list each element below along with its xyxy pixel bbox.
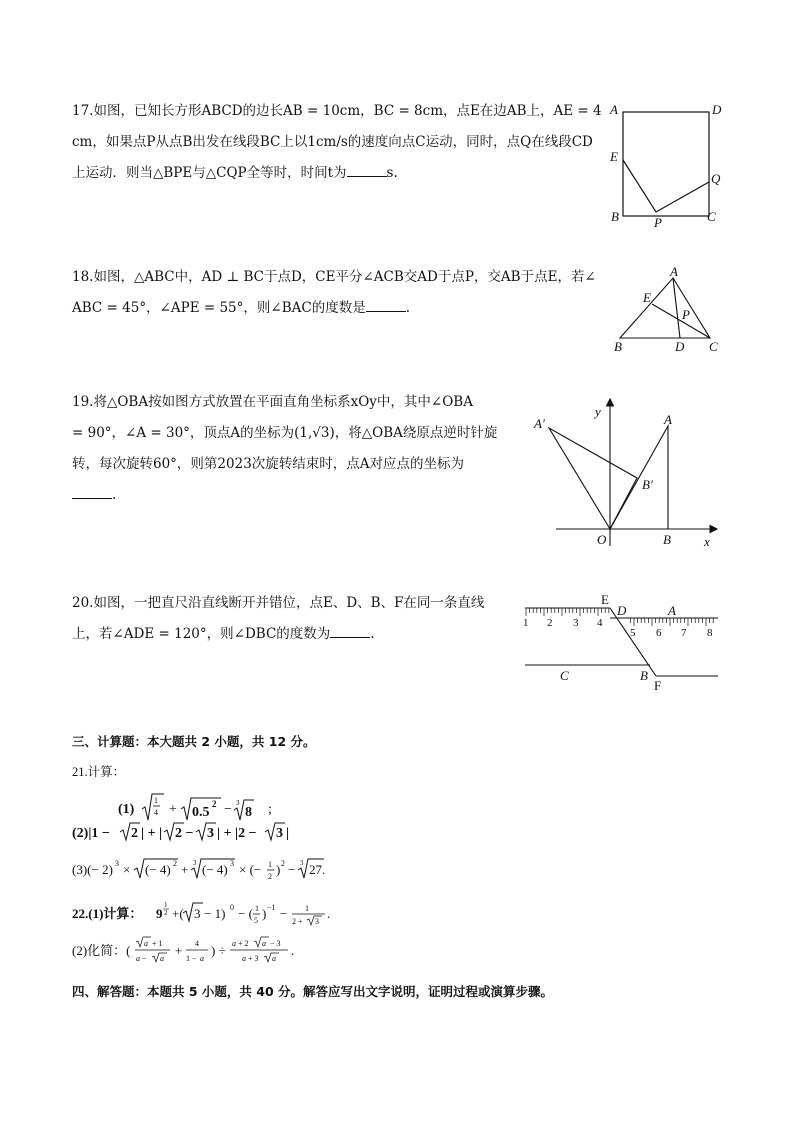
svg-text:a: a <box>232 939 236 948</box>
svg-text:3: 3 <box>193 859 197 867</box>
label-b: B <box>614 339 622 354</box>
svg-text:+: + <box>169 802 177 817</box>
label-a: A <box>670 264 678 279</box>
triangle-abc <box>620 278 710 338</box>
q21-title: 21.计算： <box>72 765 126 779</box>
label-a-prime: A′ <box>534 416 545 431</box>
q21-part2-formula <box>72 820 312 844</box>
svg-text:a: a <box>136 954 140 963</box>
q22-part2 <box>72 934 392 972</box>
svg-text:2: 2 <box>173 859 177 868</box>
svg-text:0.5: 0.5 <box>192 805 210 820</box>
q18-triangle-figure <box>606 264 726 358</box>
label-p: P <box>654 215 662 230</box>
section-4-heading: 四、解答题：本题共 5 小题，共 40 分。解答应写出文字说明，证明过程或演算步骤。 <box>72 984 554 999</box>
svg-text:a: a <box>144 939 148 948</box>
q19-line2: = 90°，∠A = 30°，顶点A的坐标为(1,√3)，将△OBA绕原点逆时针旋 <box>72 425 498 441</box>
label-x: x <box>704 534 710 549</box>
svg-text:1 −: 1 − <box>186 954 197 963</box>
label-c: C <box>707 209 716 224</box>
q21-part2 <box>72 820 312 849</box>
answer-blank <box>330 624 370 638</box>
q19-coordinate-figure <box>526 396 724 552</box>
svg-text:(2)化简：(: (2)化简：( <box>72 943 131 958</box>
label-b: B <box>663 532 671 547</box>
svg-text:1: 1 <box>268 860 272 869</box>
q20-ruler-figure <box>520 590 724 694</box>
svg-text:a: a <box>200 954 204 963</box>
svg-text:−: − <box>142 954 147 963</box>
q22-part1 <box>72 898 372 932</box>
question-17 <box>72 96 602 189</box>
q18-line2 <box>72 293 596 324</box>
q21-part3 <box>72 854 392 888</box>
svg-text:): ) <box>262 906 267 921</box>
label-c: C <box>560 668 569 683</box>
q19-line4-end: . <box>112 487 117 503</box>
q18-line2-text: ABC = 45°，∠APE = 55°，则∠BAC的度数是 <box>72 300 366 316</box>
svg-text:.: . <box>327 906 331 921</box>
q19-line1: 19.将△OBA按如图方式放置在平面直角坐标系xOy中，其中∠OBA <box>72 394 473 410</box>
svg-text:(3)(− 2): (3)(− 2) <box>72 862 113 877</box>
label-b-prime: B′ <box>642 477 653 492</box>
label-a: A <box>668 603 676 618</box>
q20-line2-end: . <box>370 626 375 642</box>
q22-part1-formula <box>72 898 372 928</box>
svg-text:3: 3 <box>300 859 304 867</box>
svg-text:2: 2 <box>268 872 272 881</box>
svg-text:2: 2 <box>281 859 285 868</box>
question-20 <box>72 588 484 650</box>
svg-text:|: | <box>286 826 290 841</box>
svg-text:.: . <box>291 943 295 958</box>
svg-text:3: 3 <box>230 859 234 868</box>
svg-text:3: 3 <box>315 917 319 926</box>
svg-text:8: 8 <box>245 805 252 820</box>
answer-blank <box>366 298 406 312</box>
svg-text:4: 4 <box>154 808 158 817</box>
svg-text:3: 3 <box>115 859 119 868</box>
svg-text:2: 2 <box>212 799 217 809</box>
label-q: Q <box>711 171 721 186</box>
svg-text:1: 1 <box>305 904 309 913</box>
segments-ep-pq <box>623 160 709 212</box>
q17-line1: 17.如图，已知长方形ABCD的边长AB = 10cm，BC = 8cm，点E在边AB上，AE = 4 <box>72 103 602 119</box>
svg-text:−1: −1 <box>267 903 276 912</box>
svg-text:| + |: | + | <box>141 826 163 841</box>
answer-blank <box>72 485 112 499</box>
q18-line2-end: . <box>405 300 411 316</box>
svg-text:1: 1 <box>255 904 259 913</box>
triangle-ob-prime-a-prime <box>549 428 637 529</box>
q20-line1: 20.如图，一把直尺沿直线断开并错位，点E、D、B、F在同一条直线 <box>72 595 485 611</box>
label-y: y <box>595 404 601 419</box>
label-d: D <box>617 603 627 618</box>
svg-text:− 1): − 1) <box>204 906 226 921</box>
svg-text:9: 9 <box>156 906 163 921</box>
svg-text:(− 4): (− 4) <box>202 862 228 877</box>
svg-text:a: a <box>262 939 266 948</box>
q17-line3-text: 上运动．则当△BPE与△CQP全等时，时间t为 <box>72 165 347 181</box>
label-d: D <box>675 339 685 354</box>
label-f: F <box>654 678 662 693</box>
label-a: A <box>664 412 672 427</box>
q21-part3-formula <box>72 854 392 884</box>
label-o: O <box>597 532 607 547</box>
label-c: C <box>709 339 718 354</box>
svg-text:4: 4 <box>195 939 199 948</box>
label-p: P <box>682 307 690 322</box>
q20-line2-text: 上，若∠ADE = 120°，则∠DBC的度数为 <box>72 626 331 642</box>
svg-text:+: + <box>181 862 189 877</box>
rectangle-abcd <box>623 112 709 216</box>
q17-line2: cm，如果点P从点B出发在线段BC上以1cm/s的速度向点C运动，同时，点Q在线段CD <box>72 134 593 150</box>
svg-text:3: 3 <box>276 826 283 841</box>
svg-text:+: + <box>175 943 183 958</box>
question-19 <box>72 387 497 511</box>
q17-line3-unit: s. <box>386 165 398 181</box>
svg-text:(1): (1) <box>118 802 135 817</box>
svg-text:2 +: 2 + <box>292 917 303 926</box>
svg-text:) ÷: ) ÷ <box>211 943 226 958</box>
question-18 <box>72 262 596 324</box>
ruler-number: 3 <box>573 617 579 629</box>
svg-text:3: 3 <box>236 799 240 807</box>
svg-text:× (−: × (− <box>239 862 262 877</box>
svg-text:2 −: 2 − <box>175 826 194 841</box>
svg-text:(− 4): (− 4) <box>145 862 171 877</box>
label-d: D <box>712 102 722 117</box>
ruler-number: 5 <box>630 627 636 639</box>
q20-line2 <box>72 619 484 650</box>
svg-text:+ 1: + 1 <box>152 939 163 948</box>
svg-text:2: 2 <box>131 826 138 841</box>
svg-text:3: 3 <box>194 906 201 921</box>
svg-text:+ 2: + 2 <box>238 939 249 948</box>
q17-rectangle-figure <box>600 100 730 232</box>
svg-text:27.: 27. <box>309 862 326 877</box>
svg-text:): ) <box>276 862 281 877</box>
ruler-number: 4 <box>597 617 603 629</box>
ruler-number: 6 <box>656 627 662 639</box>
svg-text:−: − <box>280 906 288 921</box>
label-b: B <box>611 209 619 224</box>
section-3-heading: 三、计算题：本大题共 2 小题，共 12 分。 <box>72 734 316 749</box>
label-a: A <box>610 102 618 117</box>
svg-text:0: 0 <box>230 903 234 912</box>
svg-text:+ 3: + 3 <box>248 954 259 963</box>
svg-text:5: 5 <box>254 916 258 925</box>
svg-text:a: a <box>242 954 246 963</box>
ruler-number: 2 <box>547 617 553 629</box>
svg-text:| + |2 −: | + |2 − <box>217 826 257 841</box>
q22-part2-formula <box>72 934 392 968</box>
svg-text:(2)|1 −: (2)|1 − <box>72 826 110 841</box>
svg-text:1: 1 <box>154 796 158 805</box>
svg-text:2: 2 <box>164 909 168 917</box>
svg-text:− (: − ( <box>238 906 253 921</box>
answer-blank <box>347 163 387 177</box>
bisector-ce <box>652 304 710 338</box>
label-e: E <box>643 290 651 305</box>
svg-text:+(: +( <box>172 906 184 921</box>
svg-text:1: 1 <box>164 901 168 909</box>
label-e: E <box>610 149 618 164</box>
q18-line1: 18.如图，△ABC中，AD ⊥ BC于点D，CE平分∠ACB交AD于点P，交AB于点E，若∠ <box>72 269 596 285</box>
q19-line3: 转，每次旋转60°，则第2023次旋转结束时，点A对应点的坐标为 <box>72 456 465 472</box>
svg-text:−: − <box>288 862 296 877</box>
ruler-number: 7 <box>681 627 687 639</box>
svg-text:3: 3 <box>207 826 214 841</box>
svg-text:a: a <box>272 954 276 963</box>
svg-text:− 3: − 3 <box>270 939 281 948</box>
ruler-number: 8 <box>707 627 713 639</box>
q17-line3 <box>72 158 602 189</box>
svg-text:22.(1)计算：: 22.(1)计算： <box>72 906 143 921</box>
q19-line4 <box>72 480 497 511</box>
label-b: B <box>640 668 648 683</box>
ruler-number: 1 <box>523 617 529 629</box>
label-e: E <box>601 592 609 607</box>
svg-text:−: − <box>224 802 232 817</box>
svg-text:;: ; <box>268 802 272 817</box>
svg-text:a: a <box>160 954 164 963</box>
svg-text:×: × <box>123 862 131 877</box>
